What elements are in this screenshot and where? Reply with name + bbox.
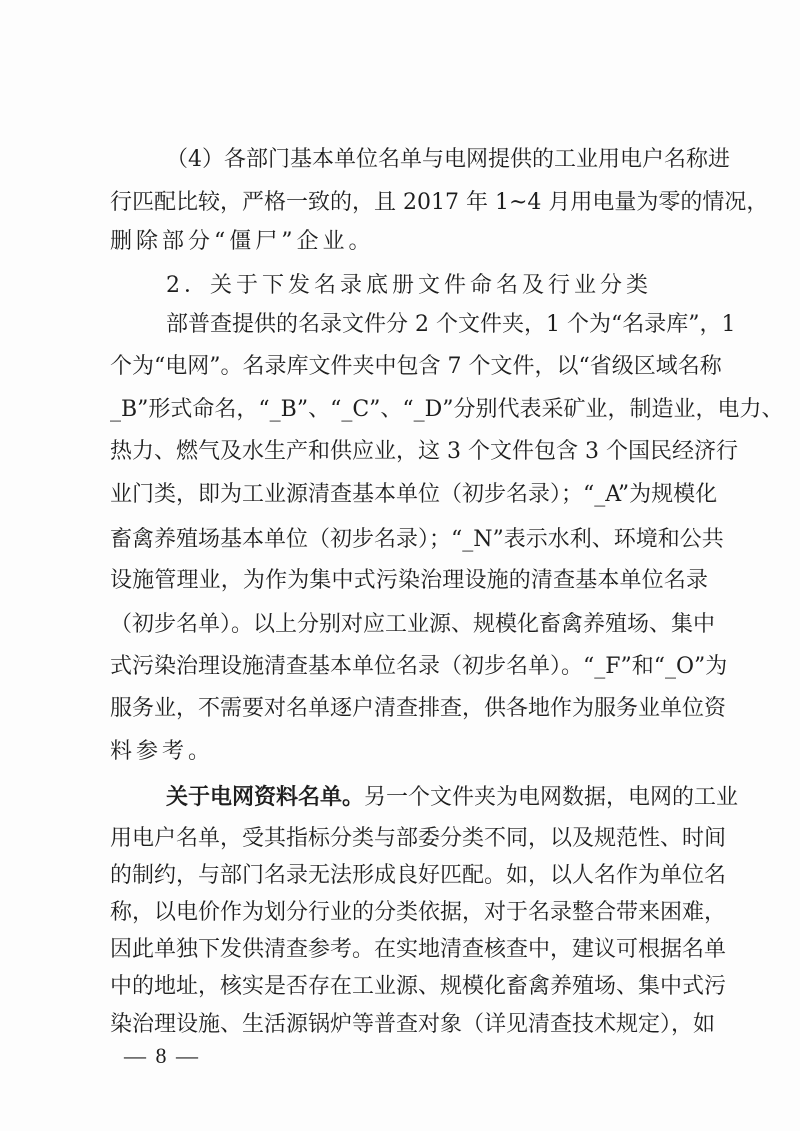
- paragraph-line: 因此单独下发供清查参考。在实地清查核查中，建议可根据名单: [110, 937, 727, 962]
- paragraph-line: [166, 782, 739, 812]
- paragraph-line: 的制约，与部门名录无法形成良好匹配。如，以人名作为单位名: [110, 863, 727, 888]
- paragraph-line: （初步名单）。以上分别对应工业源、规模化畜禽养殖场、集中: [110, 612, 716, 637]
- paragraph-line: 行匹配比较，严格一致的，且 2017 年 1~4 月用电量为零的情况，: [110, 190, 769, 215]
- paragraph-line: 用电户名单，受其指标分类与部委分类不同，以及规范性、时间: [110, 826, 727, 851]
- paragraph-line: 称，以电价作为划分行业的分类依据，对于名录整合带来困难，: [110, 900, 727, 925]
- paragraph-line: 部普查提供的名录文件分 2 个文件夹，1 个为“名录库”，1: [166, 312, 736, 337]
- paragraph-line: 服务业，不需要对名单逐户清查排查，供各地作为服务业单位资: [110, 696, 727, 721]
- paragraph-line: 料参考。: [110, 739, 215, 764]
- paragraph-line: 染治理设施、生活源锅炉等普查对象（详见清查技术规定），如: [110, 1012, 716, 1037]
- page-number: — 8 —: [124, 1043, 200, 1068]
- paragraph-line: 中的地址，核实是否存在工业源、规模化畜禽养殖场、集中式污: [110, 974, 727, 999]
- paragraph-line: 设施管理业，为作为集中式污染治理设施的清查基本单位名录: [110, 568, 708, 593]
- paragraph-line: 个为“电网”。名录库文件夹中包含 7 个文件，以“省级区域名称: [110, 354, 722, 379]
- bold-lead-in: 关于电网资料名单。: [166, 784, 365, 810]
- paragraph-line: 删除部分“僵尸”企业。: [110, 229, 375, 254]
- paragraph-line: 式污染治理设施清查基本单位名录（初步名单）。“_F”和“_O”为: [110, 654, 728, 679]
- line-text: 另一个文件夹为电网数据，电网的工业: [364, 785, 739, 810]
- paragraph-line: 热力、燃气及水生产和供应业，这 3 个文件包含 3 个国民经济行: [110, 439, 738, 464]
- paragraph-line: 畜禽养殖场基本单位（初步名录）；“_N”表示水利、环境和公共: [110, 527, 724, 552]
- section-heading: 2．关于下发名录底册文件命名及行业分类: [166, 273, 652, 298]
- paragraph-line: _B”形式命名，“_B”、“_C”、“_D”分别代表采矿业，制造业，电力、: [110, 397, 784, 422]
- paragraph-line: （4）各部门基本单位名单与电网提供的工业用电户名称进: [166, 147, 730, 172]
- paragraph-line: 业门类，即为工业源清查基本单位（初步名录）；“_A”为规模化: [110, 482, 718, 507]
